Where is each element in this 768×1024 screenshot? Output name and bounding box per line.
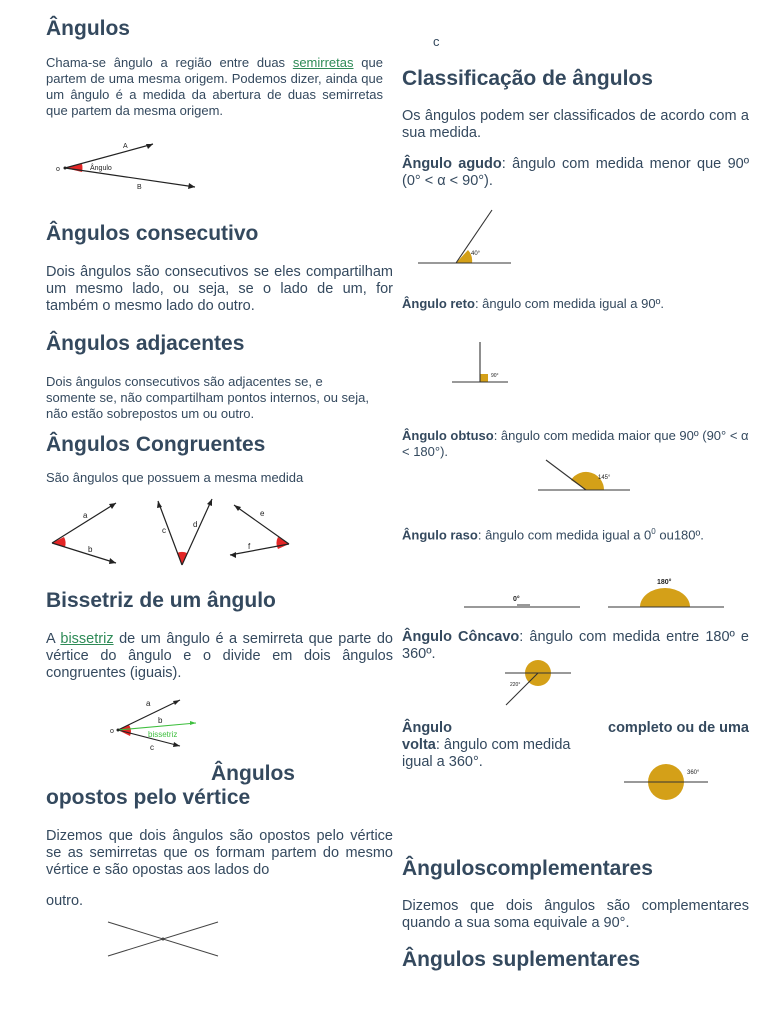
angulos-text <box>46 55 383 119</box>
section-title-congruentes: Ângulos Congruentes <box>46 433 266 456</box>
opostos-text: Dizemos que dois ângulos são opostos pelo vértice se as semirretas que os formam partem do mesmo vértice e são opostas aos lados do <box>46 828 393 878</box>
label-a: a <box>83 511 88 520</box>
bisector-figure <box>108 692 208 752</box>
label-b: B <box>137 184 142 191</box>
concave-angle-figure <box>503 659 583 709</box>
label-c: c <box>162 526 166 535</box>
section-title-classificacao: Classificação de ângulos <box>402 67 653 90</box>
bissetriz-text-a: A <box>46 631 61 647</box>
angle-figure <box>50 135 210 205</box>
reto-label: Ângulo reto <box>402 296 475 311</box>
raso-sup: 0 <box>651 527 656 536</box>
classificacao-text: Os ângulos podem ser classificados de acordo com a sua medida. <box>402 108 749 141</box>
adjacentes-text: Dois ângulos consecutivos são adjacentes se, e somente se, não compartilham pontos internos, ou seja, não estão sobrepostos um ou outro. <box>46 374 370 421</box>
concavo-desc: : ângulo com medida entre 180º e 360º. <box>402 629 749 662</box>
right-label: 90° <box>491 373 499 379</box>
completo-label-b: completo ou de uma <box>608 720 749 736</box>
label-o: o <box>56 166 60 173</box>
obtuse-angle-figure <box>536 456 636 496</box>
agudo-desc: : ângulo com medida menor que 90º (0° < α < 90°). <box>402 156 749 189</box>
raso-text <box>402 524 704 543</box>
reto-desc: : ângulo com medida igual a 90º. <box>474 296 664 311</box>
complementares-text: Dizemos que dois ângulos são complementares quando a sua soma equivale a 90°. <box>402 898 749 931</box>
congruentes-text: São ângulos que possuem a mesma medida <box>46 470 304 485</box>
bissetriz-text <box>46 631 393 682</box>
section-title-opostos-line1: Ângulos <box>211 762 295 785</box>
concave-label: 220° <box>510 682 521 688</box>
label-a: a <box>146 699 151 708</box>
obtuse-label: 145° <box>598 475 611 481</box>
concavo-text <box>402 629 749 663</box>
obtuso-desc: : ângulo com medida maior que 90º (90° < α < 180°). <box>402 428 749 459</box>
raso-desc-a: : ângulo com medida igual a 0 <box>477 527 652 543</box>
label-f: f <box>248 542 251 551</box>
reto-text <box>402 296 664 312</box>
one-eighty-label: 180° <box>657 579 672 586</box>
completo-label-volta: volta <box>402 737 436 753</box>
semirretas-link[interactable]: semirretas <box>292 55 354 70</box>
angulos-text-b: que partem de uma mesma origem. Podemos dizer, ainda que um ângulo é a medida da abertura de duas semirretas que partem da mesma origem. <box>46 55 383 118</box>
label-o: o <box>110 728 114 735</box>
agudo-label: Ângulo agudo <box>402 156 502 172</box>
agudo-text <box>402 156 749 190</box>
right-angle-figure <box>450 340 520 390</box>
opposite-angles-figure <box>106 918 221 958</box>
obtuso-label: Ângulo obtuso <box>402 428 494 443</box>
completo-label-a: Ângulo <box>402 720 452 736</box>
section-title-consecutivo: Ângulos consecutivo <box>46 222 259 245</box>
full-angle-figure <box>622 760 722 805</box>
raso-label: Ângulo raso <box>402 527 478 543</box>
completo-text <box>402 720 749 737</box>
section-title-bissetriz: Bissetriz de um ângulo <box>46 589 276 612</box>
acute-label: 40° <box>471 251 481 257</box>
label-e: e <box>260 509 265 518</box>
bissetriz-text-b: de um ângulo é a semirreta que parte do vértice do ângulo e o divide em dois ângulos congruentes (iguais). <box>46 631 393 681</box>
completo-desc-a: : ângulo com medida <box>435 737 571 753</box>
section-title-suplementares: Ângulos suplementares <box>402 948 641 971</box>
section-title-opostos-line2: opostos pelo vértice <box>46 786 251 809</box>
section-title-adjacentes: Ângulos adjacentes <box>46 332 245 355</box>
label-d: d <box>193 520 198 529</box>
raso-desc-b: ou180º. <box>655 527 704 543</box>
stray-letter: c <box>433 34 440 49</box>
completo-desc <box>402 737 602 771</box>
acute-angle-figure <box>416 208 516 268</box>
angulos-text-a: Chama-se ângulo a região entre duas <box>46 55 293 70</box>
label-b: b <box>88 545 93 554</box>
label-c: c <box>150 743 154 752</box>
straight-angle-figures <box>462 574 732 614</box>
label-a: A <box>123 143 128 150</box>
consecutivo-text: Dois ângulos são consecutivos se eles compartilham um mesmo lado, ou seja, se o lado de um, for também o mesmo lado do outro. <box>46 264 393 314</box>
label-angulo: Ângulo <box>90 165 112 172</box>
section-title-angulos: Ângulos <box>46 17 130 40</box>
label-b: b <box>158 716 163 725</box>
concavo-label: Ângulo Côncavo <box>402 629 520 645</box>
congruent-angles-figure <box>46 493 296 573</box>
label-bissetriz: bissetriz <box>148 730 178 739</box>
bissetriz-link[interactable]: bissetriz <box>60 631 114 647</box>
opostos-text-end: outro. <box>46 893 84 909</box>
section-title-complementares: Ânguloscomplementares <box>402 857 653 880</box>
full-label: 360° <box>687 770 700 776</box>
zero-label: 0° <box>513 596 520 603</box>
completo-desc-b: igual a 360°. <box>402 754 483 770</box>
